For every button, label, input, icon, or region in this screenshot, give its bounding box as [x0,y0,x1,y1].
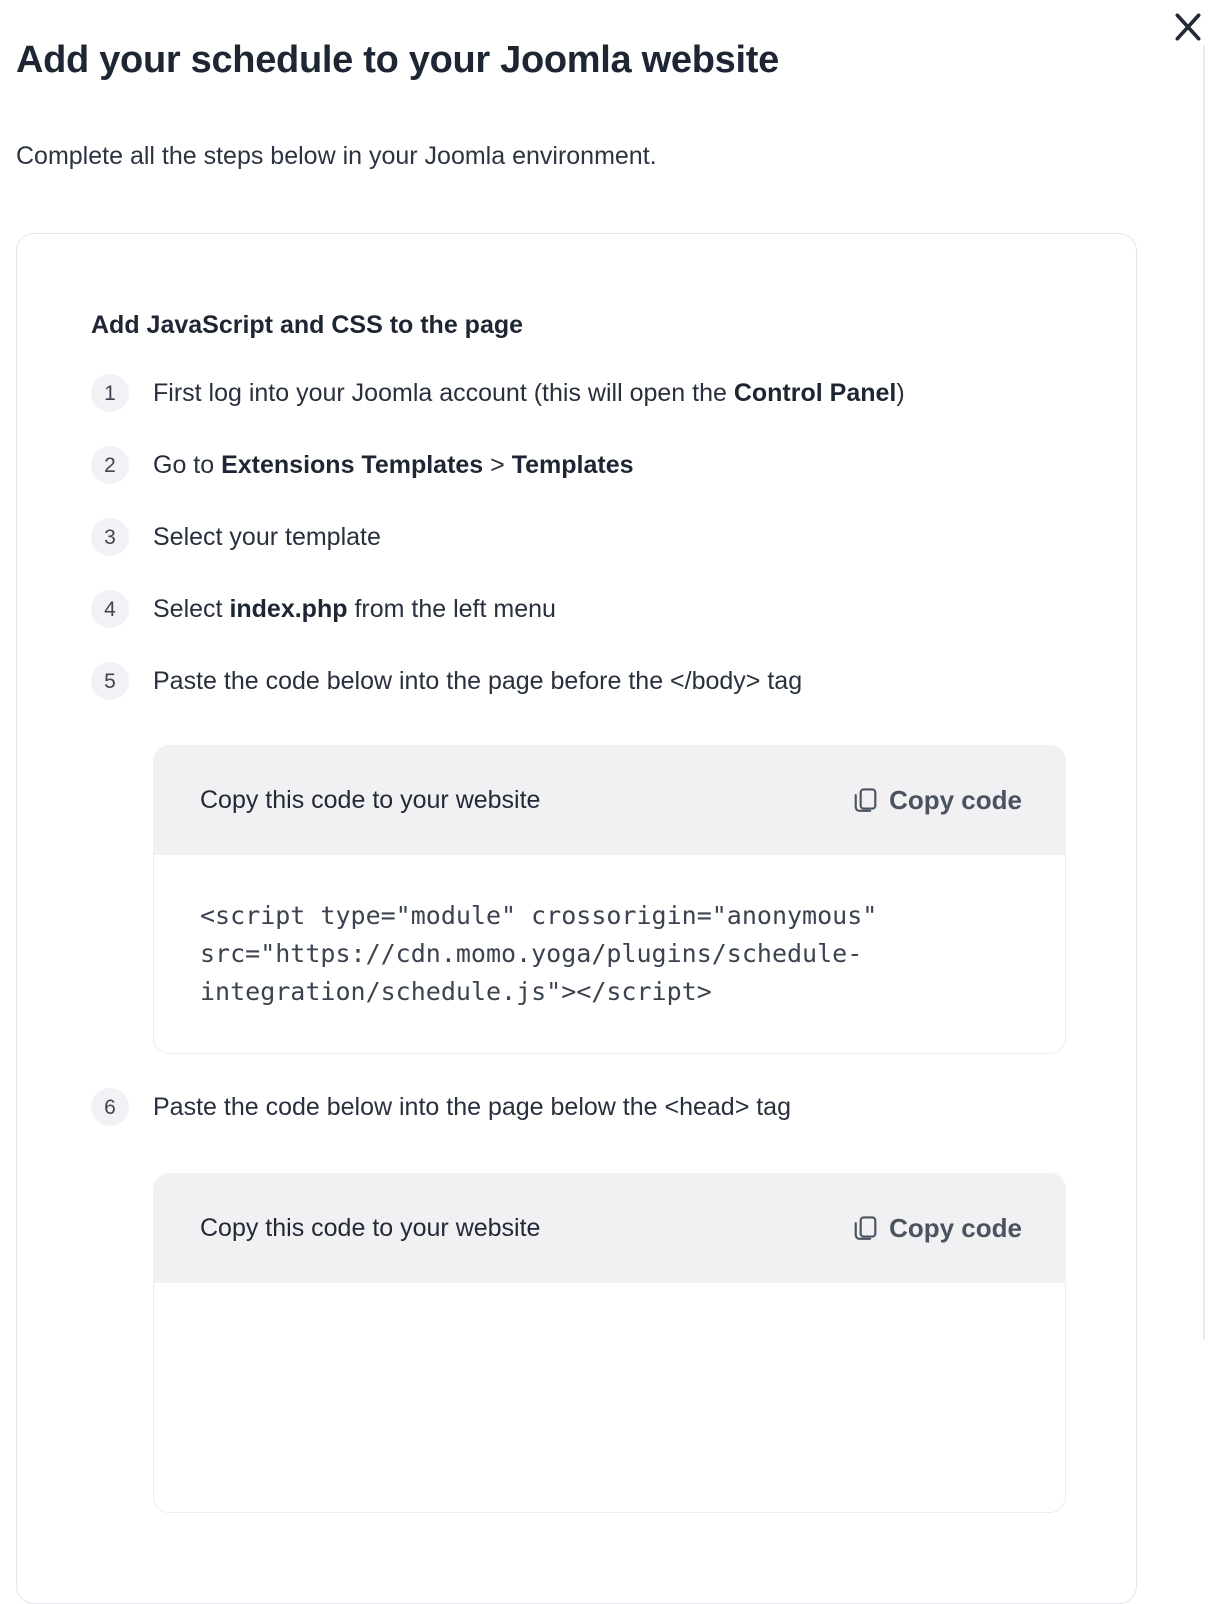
steps-list-bottom [91,1088,1066,1126]
step-row [91,1088,1066,1126]
step-row [91,374,1066,412]
step-text: Select your template [153,523,381,551]
step-number-badge: 5 [91,662,129,700]
code-line: src="https://cdn.momo.yoga/plugins/schedule- [200,939,863,968]
step-number-badge: 4 [91,590,129,628]
step-text: Select index.php from the left menu [153,595,556,623]
code-block-header [153,1173,1066,1283]
copy-code-label: Copy code [889,784,1022,815]
step-number-badge: 2 [91,446,129,484]
code-block-head-tag [153,1173,1066,1513]
step-row [91,518,1066,556]
modal-subtitle: Complete all the steps below in your Joomla environment. [16,142,657,170]
step-text: Paste the code below into the page below the <head> tag [153,1093,791,1121]
copy-icon [851,787,878,814]
code-block-header [153,745,1066,855]
code-block-body-script [153,745,1066,1054]
code-snippet-body-script [153,855,1066,1054]
step-row [91,446,1066,484]
step-number-badge: 6 [91,1088,129,1126]
close-button[interactable] [1171,10,1205,44]
modal-title: Add your schedule to your Joomla website [16,39,779,81]
step-text: First log into your Joomla account (this will open the Control Panel) [153,379,905,407]
code-line: integration/schedule.js"></script> [200,977,712,1006]
step-text: Go to Extensions Templates > Templates [153,451,634,479]
step-number-badge: 3 [91,518,129,556]
instructions-card [16,233,1137,1604]
step-text: Paste the code below into the page before the </body> tag [153,667,803,695]
steps-list-top [91,374,1066,700]
code-snippet-head-tag [153,1283,1066,1513]
section-heading: Add JavaScript and CSS to the page [91,311,524,339]
scroll-area-divider [1203,45,1205,1340]
code-block-label: Copy this code to your website [200,785,541,814]
step-number-badge: 1 [91,374,129,412]
step-row [91,662,1066,700]
step-row [91,590,1066,628]
copy-code-button[interactable] [851,785,1022,816]
copy-icon [851,1215,878,1242]
copy-code-label: Copy code [889,1212,1022,1243]
copy-code-button[interactable] [851,1213,1022,1244]
close-icon [1173,11,1203,43]
code-block-label: Copy this code to your website [200,1213,541,1242]
code-line: <script type="module" crossorigin="anonymous" [200,901,878,930]
